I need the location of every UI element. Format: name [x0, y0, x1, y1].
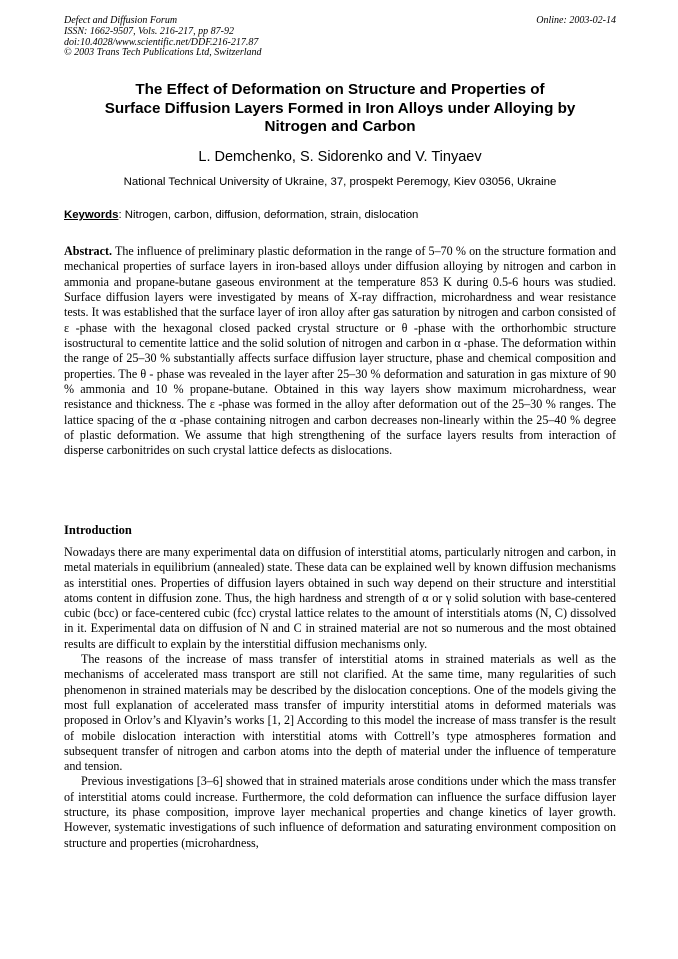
introduction-body	[64, 545, 616, 851]
journal-copyright: © 2003 Trans Tech Publications Ltd, Switzerland	[64, 47, 262, 59]
introduction-heading: Introduction	[64, 523, 132, 537]
author-list: L. Demchenko, S. Sidorenko and V. Tinyaev	[198, 149, 482, 165]
paragraph: Previous investigations [3–6] showed that in strained materials arose conditions under which the mass transfer of interstitial atoms could increase. Furthermore, the cold deformation can influence the surface diffusion layer structure, its phase composition, improve layer mechanical properties and change kinetics of layer growth. However, systematic investigations of such influence of deformation and saturating environment composition on structure and properties (microhardness,	[64, 774, 616, 850]
title-line: Nitrogen and Carbon	[264, 118, 416, 135]
keywords-text: : Nitrogen, carbon, diffusion, deformation, strain, dislocation	[118, 209, 419, 221]
paper-title	[64, 81, 616, 137]
affiliation: National Technical University of Ukraine, 37, prospekt Peremogy, Kiev 03056, Ukraine	[123, 176, 557, 188]
journal-doi[interactable]: doi:10.4028/www.scientific.net/DDF.216-217.87	[64, 36, 259, 48]
abstract	[64, 244, 616, 459]
online-date: Online: 2003-02-14	[536, 15, 616, 26]
journal-header	[64, 16, 616, 59]
abstract-text: The influence of preliminary plastic deformation in the range of 5–70 % on the structure formation and mechanical properties of surface layers in iron-based alloys under diffusion alloying by nitrogen and carbon in ammonia and propane-butane gaseous environment at the temperature 853 K during 0.5-6 hours was studied. Surface diffusion layers were investigated by means of X-ray diffraction, microhardness and wear resistance tests. It was established that the surface layer of iron alloy after gas saturation by nitrogen and carbon consisted of ε -phase with the hexagonal closed packed crystal structure or θ -phase with the orthorhombic structure isostructural to cementite lattice and the solid solution of nitrogen and carbon in α -phase. The deformation within the range of 25–30 % substantially affects surface diffusion layer structure, phase and chemical composition and properties. The θ - phase was revealed in the layer after 25–30 % deformation and saturation in gas mixture of 90 % ammonia and 10 % propane-butane. Obtained in this way layers show maximum microhardness, wear resistance and thickness. The ε -phase was formed in the alloy after deformation out of the 25–30 % ranges. The lattice spacing of the α -phase containing nitrogen and carbon decreases non-linearly within the 25–40 % degree of plastic deformation. We assume that high strengthening of the surface layers results from interaction of disperse carbonitrides on such crystal lattice defects as dislocations.	[64, 244, 616, 458]
paragraph: The reasons of the increase of mass transfer of interstitial atoms in strained materials as well as the mechanisms of accelerated mass transport are still not clarified. At the same time, many regularities of such phenomenon in strained materials may be described by the dislocation conceptions. One of the models giving the most full explanation of accelerated mass transfer of impurity interstitial atoms in deformed materials was proposed in Orlov’s and Klyavin’s works [1, 2] According to this model the increase of mass transfer is the result of mobile dislocation interaction with interstitial atoms with Cottrell’s type atmospheres formation and subsequent transfer of nitrogen and carbon atoms into the depth of material under the influence of temperature and tension.	[64, 652, 616, 774]
journal-info	[64, 16, 616, 59]
paragraph: Nowadays there are many experimental data on diffusion of interstitial atoms, particularly nitrogen and carbon, in metal materials in equilibrium (annealed) state. These data can be explained well by known diffusion mechanisms as interstitial ones. Properties of diffusion layers obtained in such way depend on their structure and interstitial atoms content in diffusion zone. Thus, the high hardness and strength of α or γ solid solution with base-centered cubic (bcc) or face-centered cubic (fcc) crystal lattice relates to the amount of interstitials atoms (N, C) dissolved in it. Experimental data on diffusion of N and C in strained material are not so numerous and the most obtained results are difficult to explain by the interstitial diffusion mechanisms only.	[64, 545, 616, 651]
title-line: The Effect of Deformation on Structure and Properties of	[135, 81, 545, 98]
journal-name: Defect and Diffusion Forum	[64, 15, 178, 26]
title-line: Surface Diffusion Layers Formed in Iron Alloys under Alloying by	[104, 99, 576, 117]
journal-issn: ISSN: 1662-9507, Vols. 216-217, pp 87-92	[64, 25, 234, 37]
keywords	[64, 209, 616, 221]
keywords-label: Keywords	[64, 209, 119, 221]
abstract-label: Abstract.	[64, 244, 113, 258]
